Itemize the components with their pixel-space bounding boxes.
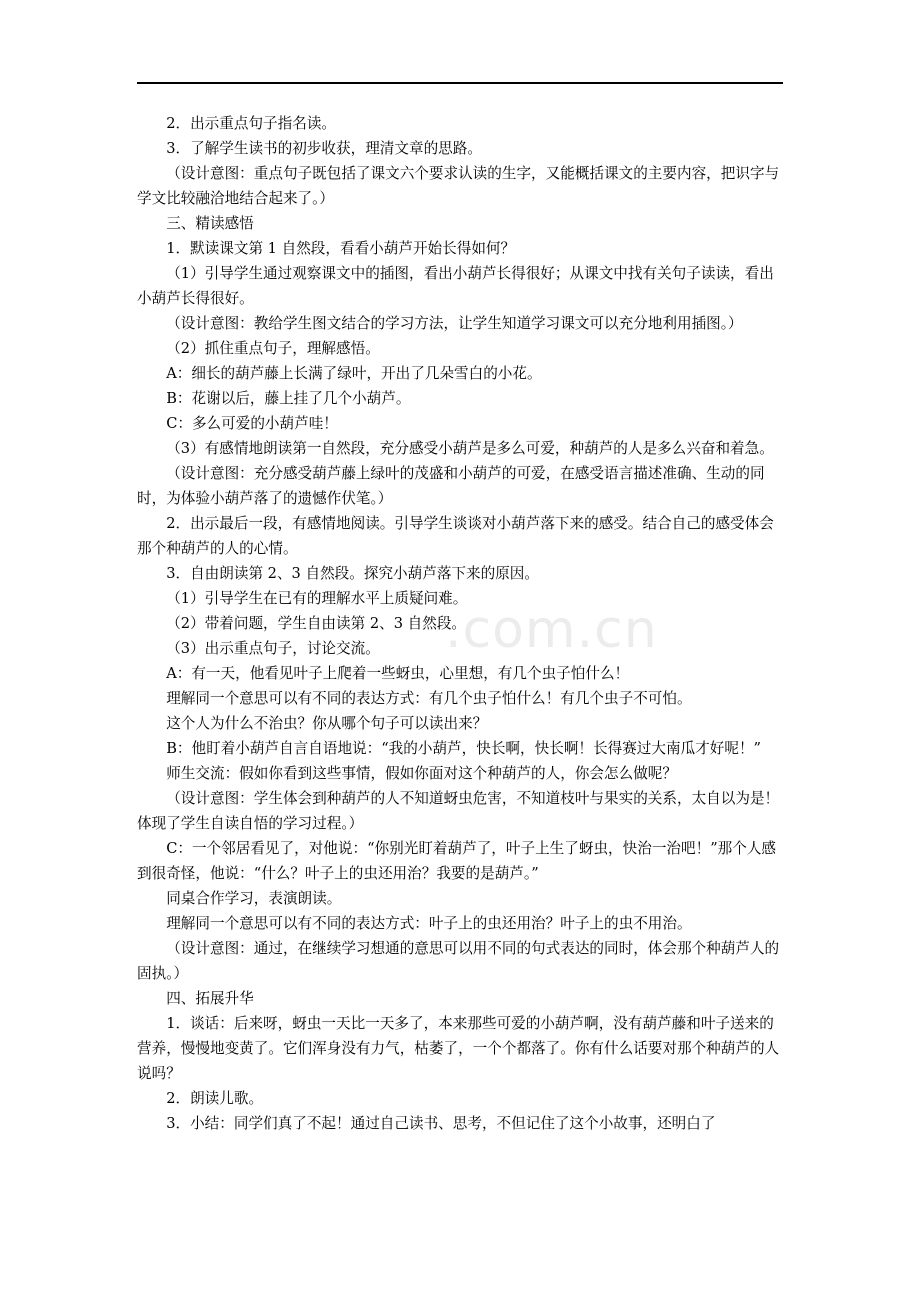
paragraph: 师生交流：假如你看到这些事情，假如你面对这个种葫芦的人，你会怎么做呢？	[166, 765, 677, 782]
document-body	[137, 111, 785, 1136]
paragraph: B：他盯着小葫芦自言自语地说：“我的小葫芦，快长啊，快长啊！长得赛过大南瓜才好呢！”	[166, 740, 761, 757]
paragraph: （设计意图：重点句子既包括了课文六个要求认读的生字，又能概括课文的主要内容，把识字与学文比较融洽地结合起来了。）	[137, 165, 780, 207]
paragraph: （1）引导学生通过观察课文中的插图，看出小葫芦长得很好；从课文中找有关句子读读，看出小葫芦长得很好。	[137, 265, 774, 307]
paragraph: （3）有感情地朗读第一自然段，充分感受小葫芦是多么可爱，种葫芦的人是多么兴奋和着急。	[166, 440, 774, 457]
paragraph: 1．谈话：后来呀，蚜虫一天比一天多了，本来那些可爱的小葫芦啊，没有葫芦藤和叶子送来的营养，慢慢地变黄了。它们浑身没有力气，枯萎了，一个个都落了。你有什么话要对那个种葫芦的人说吗？	[137, 1015, 780, 1082]
paragraph: 三、精读感悟	[166, 215, 254, 232]
paragraph: 理解同一个意思可以有不同的表达方式：叶子上的虫还用治？叶子上的虫不用治。	[166, 915, 692, 932]
paragraph: （设计意图：教给学生图文结合的学习方法，让学生知道学习课文可以充分地利用插图。）	[166, 315, 743, 332]
paragraph: B：花谢以后，藤上挂了几个小葫芦。	[166, 390, 411, 407]
paragraph: 2．出示重点句子指名读。	[166, 115, 337, 132]
paragraph: （设计意图：通过，在继续学习想通的意思可以用不同的句式表达的同时，体会那个种葫芦人的固执。）	[137, 940, 780, 982]
paragraph: 2．出示最后一段，有感情地阅读。引导学生谈谈对小葫芦落下来的感受。结合自己的感受体会那个种葫芦的人的心情。	[137, 515, 774, 557]
paragraph: 理解同一个意思可以有不同的表达方式：有几个虫子怕什么！有几个虫子不可怕。	[166, 690, 692, 707]
paragraph: A：细长的葫芦藤上长满了绿叶，开出了几朵雪白的小花。	[166, 365, 542, 382]
paragraph: 同桌合作学习，表演朗读。	[166, 890, 342, 907]
header-rule	[137, 82, 783, 84]
paragraph: 这个人为什么不治虫？你从哪个句子可以读出来？	[166, 715, 488, 732]
paragraph: 3．自由朗读第 2、3 自然段。探究小葫芦落下来的原因。	[166, 565, 539, 582]
paragraph: （3）出示重点句子，讨论交流。	[166, 640, 380, 657]
paragraph: A：有一天，他看见叶子上爬着一些蚜虫，心里想，有几个虫子怕什么！	[166, 665, 630, 682]
paragraph: （设计意图：学生体会到种葫芦的人不知道蚜虫危害，不知道枝叶与果实的关系，太自以为是！体现了学生自读自悟的学习过程。）	[137, 790, 780, 832]
watermark: .com.cn	[445, 600, 658, 660]
paragraph: （2）带着问题，学生自由读第 2、3 自然段。	[166, 615, 467, 632]
paragraph: （1）引导学生在已有的理解水平上质疑问难。	[166, 590, 468, 607]
paragraph: 3．了解学生读书的初步收获，理清文章的思路。	[166, 140, 482, 157]
paragraph: （2）抓住重点句子，理解感悟。	[166, 340, 380, 357]
paragraph: 2．朗读儿歌。	[166, 1090, 264, 1107]
paragraph: C：多么可爱的小葫芦哇！	[166, 415, 338, 432]
paragraph: 1．默读课文第 1 自然段，看看小葫芦开始长得如何？	[166, 240, 516, 257]
paragraph: 3．小结：同学们真了不起！通过自己读书、思考，不但记住了这个小故事，还明白了	[166, 1115, 716, 1132]
paragraph: C：一个邻居看见了，对他说：“你别光盯着葫芦了，叶子上生了蚜虫，快治一治吧！”那个人感到很奇怪，他说：“什么？叶子上的虫还用治？我要的是葫芦。”	[137, 840, 777, 882]
paragraph: 四、拓展升华	[166, 990, 254, 1007]
paragraph: （设计意图：充分感受葫芦藤上绿叶的茂盛和小葫芦的可爱，在感受语言描述准确、生动的同时，为体验小葫芦落了的遗憾作伏笔。）	[137, 465, 765, 507]
